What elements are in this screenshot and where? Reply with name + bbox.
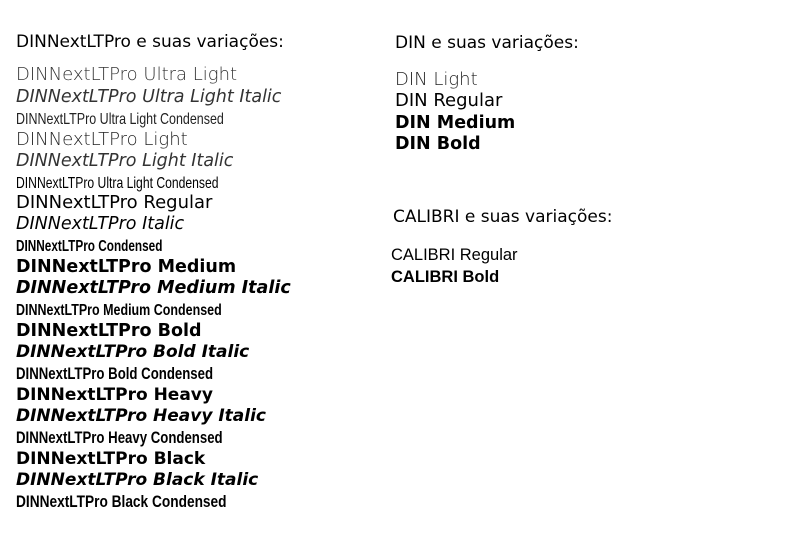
din-variant-light: DIN Light: [395, 69, 478, 90]
din-heading: DIN e suas variações:: [395, 33, 579, 53]
din-next-variant-ultra-light-condensed-text: DINNextLTPro Ultra Light Condensed: [16, 111, 224, 128]
din-variant-regular: DIN Regular: [395, 90, 503, 111]
din-next-variant-ultra-light: DINNextLTPro Ultra Light: [16, 64, 238, 85]
din-next-variant-medium-condensed: [16, 300, 280, 321]
din-next-variant-bold: DINNextLTPro Bold: [16, 321, 202, 341]
din-next-variant-italic: DINNextLTPro Italic: [16, 214, 185, 234]
din-next-variant-bold-condensed-text: DINNextLTPro Bold Condensed: [16, 365, 214, 383]
calibri-variant-bold: CALIBRI Bold: [391, 268, 500, 286]
calibri-heading: CALIBRI e suas variações:: [393, 207, 613, 227]
din-next-variant-condensed: [16, 236, 209, 257]
din-next-variant-ultra-light-condensed-2-text: DINNextLTPro Ultra Light Condensed: [16, 175, 219, 192]
din-next-variant-heavy-condensed: [16, 428, 274, 448]
din-next-variant-medium-condensed-text: DINNextLTPro Medium Condensed: [16, 302, 222, 319]
calibri-variant-regular: CALIBRI Regular: [391, 246, 518, 264]
din-next-heading: DINNextLTPro e suas variações:: [16, 32, 284, 52]
din-next-variant-light-italic: DINNextLTPro Light Italic: [16, 151, 234, 171]
din-next-variant-medium: DINNextLTPro Medium: [16, 257, 237, 277]
din-next-variant-light: DINNextLTPro Light: [16, 129, 188, 150]
din-next-variant-black-italic: DINNextLTPro Black Italic: [16, 470, 259, 490]
din-next-variant-ultra-light-italic: DINNextLTPro Ultra Light Italic: [16, 87, 282, 107]
din-next-variant-medium-italic: DINNextLTPro Medium Italic: [16, 278, 291, 298]
din-next-variant-heavy-italic: DINNextLTPro Heavy Italic: [16, 406, 267, 426]
din-next-variant-condensed-text: DINNextLTPro Condensed: [16, 238, 163, 255]
din-next-variant-ultra-light-condensed-2: [16, 173, 283, 194]
din-next-variant-heavy: DINNextLTPro Heavy: [16, 385, 213, 405]
din-variant-medium: DIN Medium: [395, 113, 516, 133]
din-next-variant-regular: DINNextLTPro Regular: [16, 192, 213, 213]
din-next-variant-black-condensed-text: DINNextLTPro Black Condensed: [16, 493, 227, 511]
din-next-variant-heavy-condensed-text: DINNextLTPro Heavy Condensed: [16, 429, 223, 447]
din-next-variant-black-condensed: [16, 492, 270, 512]
din-variant-bold: DIN Bold: [395, 134, 481, 154]
din-next-variant-black: DINNextLTPro Black: [16, 449, 206, 469]
din-next-variant-bold-condensed: [16, 364, 262, 384]
din-next-variant-bold-italic: DINNextLTPro Bold Italic: [16, 342, 250, 362]
din-next-variant-ultra-light-condensed: [16, 109, 283, 130]
